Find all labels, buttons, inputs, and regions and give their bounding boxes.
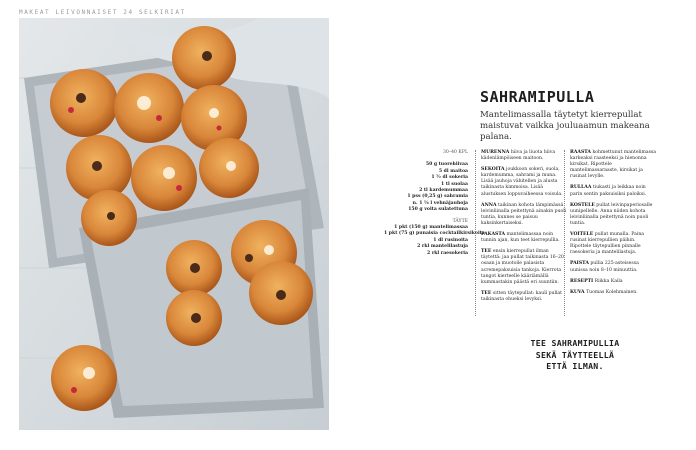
recipe-subtitle: Mantelimassalla täytetyt kierrepullat maistuvat vaikka jouluaamun makeana palana.	[480, 110, 650, 142]
method-step	[570, 261, 657, 273]
recipe-yield: 30–40 KPL	[442, 150, 468, 155]
method-step-text: hiiva ja liuota hiiva kädenlämpöiseen maitoon.	[481, 150, 556, 162]
filling-line: 2 rkl mantelilastuja	[417, 244, 468, 250]
method-step-text: pullat leivinpaperiosalle uunipellelle. Anna niiden kohota leivinliinalla peitettynä noin puoli tuntia.	[570, 202, 653, 226]
method-step-text: Tuomas Kolehmainen.	[584, 289, 638, 295]
method-step-text: joukkoon sokeri, suola, kardemumma, sahrami ja muna. Lisää jauhoja vähitellen ja alusta taikinasta kimmoisa. Lisää alustuksen loppuvaiheessa voisula.	[481, 167, 563, 197]
filling-line: 2 rkl raesokeria	[427, 250, 468, 256]
method-step-text: mantelimassaa noin tunnin ajan, kun teet kierrepullia.	[481, 232, 560, 244]
method-step	[481, 203, 568, 227]
method-step-text: kohmettunut mantelimassa karkeaksi raasteeksi ja hienonna kirsikat. Ripottele mantelimassaraaste, kirsikat ja rusinat levylle.	[570, 150, 657, 180]
method-step-text: ensin kierrepullat ilman täytettä: jaa pullat taikinasta 16–20 osaan ja muotoile palasista acremepaksuisia tankoja. Kierrota tangot kierteelle kääriämällä kummastakin päästä eri suuntiin.	[481, 249, 564, 285]
ingredient-line: 150 g voita sulatettuna	[408, 207, 468, 213]
filling-list	[384, 225, 485, 257]
column-divider	[475, 150, 476, 316]
method-step	[570, 290, 657, 296]
method-step	[481, 249, 568, 286]
callout-line: TEE SAHRAMIPULLIA	[530, 338, 620, 348]
running-header: MAKEAT LEIVONNAISET 24 SELKIRIAT	[19, 9, 186, 16]
recipe-photo	[19, 18, 329, 430]
method-column-2	[570, 150, 657, 301]
method-step-text: tiukasti ja leikkaa noin parin sentin paksuisiksi paloiksi.	[570, 185, 647, 197]
method-step	[481, 150, 568, 162]
ingredient-line: 1 tl suolaa	[441, 181, 468, 187]
callout-line: SEKÄ TÄYTTEELLÄ	[535, 349, 615, 360]
method-step-label: RULLAA	[570, 185, 592, 191]
method-step-text: taikinan kohota lämpimässä leivinliinalla peitettynä ainakin puoli tuntia, kunnes se paisuu kaksinkertaiseksi.	[481, 202, 567, 226]
method-step	[570, 203, 657, 227]
method-step-label: ANNA	[481, 202, 497, 208]
method-step-label: PAKASTA	[481, 232, 506, 238]
method-step-label: MURENNA	[481, 150, 510, 155]
method-step-label: TEE	[481, 249, 492, 255]
method-step-label: KUVA	[570, 289, 585, 295]
method-step-label: KOSTELE	[570, 202, 595, 208]
method-step-label: TEE	[481, 290, 492, 296]
method-step	[570, 185, 657, 197]
ingredient-line: 1 ½ dl sokeria	[431, 175, 468, 181]
filling-line: 1 pkt (150 g) mantelimassaa	[394, 225, 468, 231]
method-step	[570, 150, 657, 180]
method-step	[481, 232, 568, 244]
ingredients-column	[384, 150, 485, 257]
filling-label: TÄYTE	[452, 218, 468, 224]
method-step-label: PAISTA	[570, 261, 589, 267]
method-step-text: pullia 225-asteisessa uunissa noin 8–10 minuuttia.	[570, 261, 639, 273]
method-column-1	[481, 150, 568, 308]
filling-line: 1 dl rusinoita	[433, 237, 468, 243]
method-step-label: VOITELE	[570, 232, 594, 238]
ingredient-line: 50 g tuorehiivaa	[425, 162, 468, 168]
saffron-buns-image	[19, 18, 329, 430]
method-step-label: RESEPTI	[570, 278, 594, 284]
method-step	[570, 279, 657, 285]
ingredient-line: 2 tl kardemummaa	[419, 188, 468, 194]
ingredient-list	[384, 162, 468, 213]
filling-line: 1 pkt (75 g) punaisia cocktailkirsikoita	[384, 231, 485, 237]
method-step-text: pullat munalla. Paina rusinat kierrepullien päihin. Ripottele täytepullien pinnalle raesokeria ja mantelilastuja.	[570, 232, 645, 256]
method-step	[481, 167, 568, 197]
method-step-text: sitten täytepullat: kaulí pullat taikinasta ohueksi levyksi.	[481, 290, 563, 302]
ingredient-line: n. 1 ¼ l vehnäjauhoja	[412, 200, 468, 206]
callout-line: ETTÄ ILMAN.	[546, 361, 604, 371]
method-step-label: SEKOITA	[481, 167, 505, 173]
recipe-title: SAHRAMIPULLA	[480, 88, 595, 106]
ingredient-line: 5 dl maitoa	[438, 168, 468, 174]
method-step	[570, 232, 657, 256]
ingredient-line: 1 pss (0,25 g) sahramia	[407, 194, 468, 200]
method-step-label: RAASTA	[570, 150, 591, 155]
method-step-text: Riikka Kaila	[593, 278, 623, 284]
callout-text	[520, 338, 630, 373]
method-step	[481, 291, 568, 303]
